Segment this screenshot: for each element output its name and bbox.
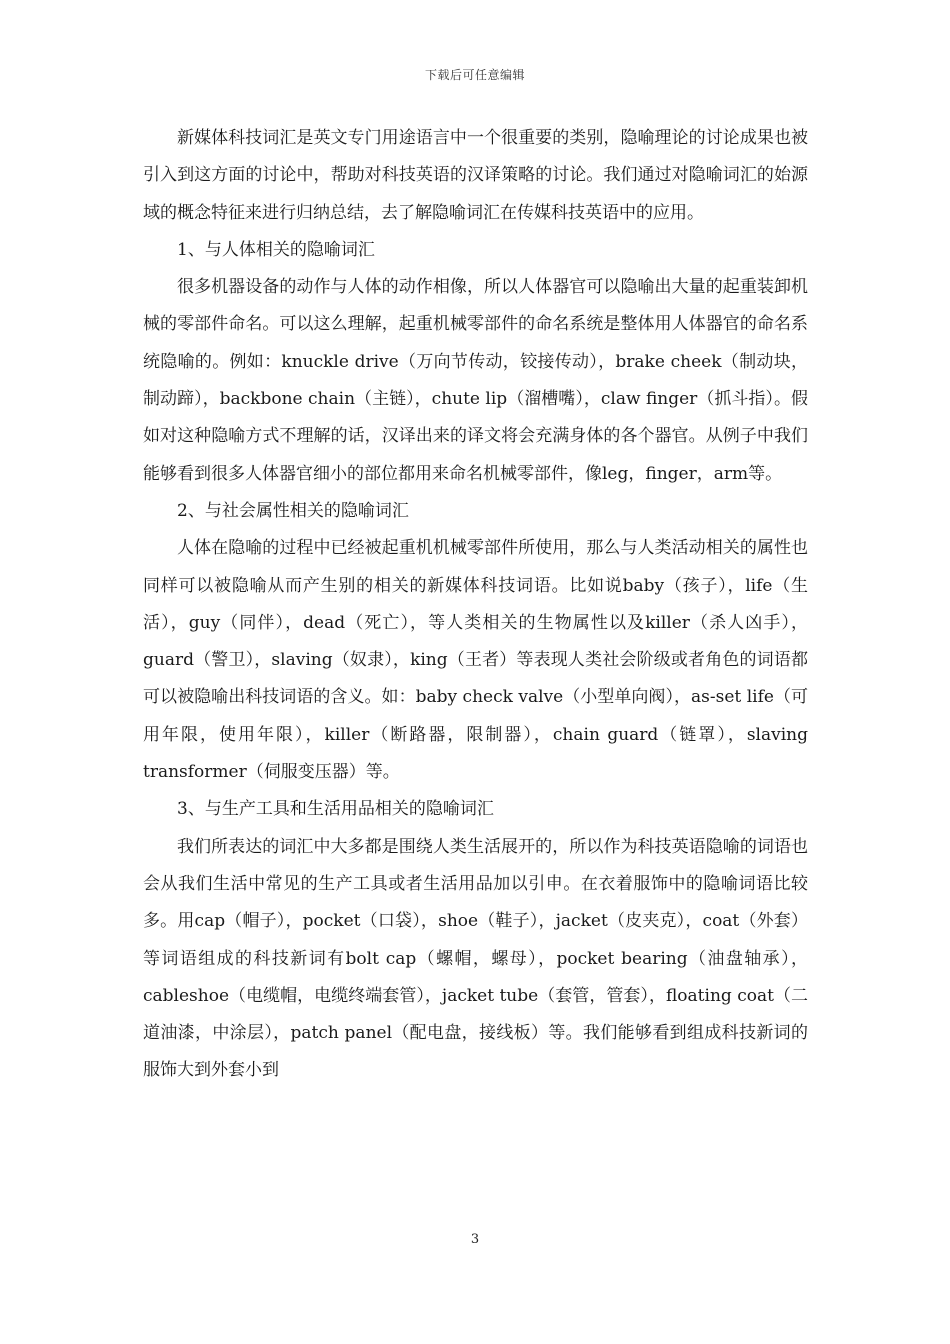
page-header: 下载后可任意编辑 bbox=[424, 68, 525, 82]
section-2-paragraph: 人体在隐喻的过程中已经被起重机机械零部件所使用，那么与人类活动相关的属性也同样可以被隐喻从而产生别的相关的新媒体科技词语。比如说baby（孩子），life（生活），guy（同伴），dead（死亡），等人类相关的生物属性以及killer（杀人凶手），guard（警卫），slaving（奴隶），king（王者）等表现人类社会阶级或者角色的词语都可以被隐喻出科技词语的含义。如：baby check valve（小型单向阀），as-set life（可用年限，使用年限），killer（断路器，限制器），chain guard（链罩），slaving transformer（伺服变压器）等。 bbox=[143, 538, 808, 783]
section-heading-3: 3、与生产工具和生活用品相关的隐喻词汇 bbox=[177, 799, 494, 820]
section-3-paragraph: 我们所表达的词汇中大多都是围绕人类生活展开的，所以作为科技英语隐喻的词语也会从我们生活中常见的生产工具或者生活用品加以引申。在衣着服饰中的隐喻词语比较多。用cap（帽子），pocket（口袋），shoe（鞋子），jacket（皮夹克），coat（外套）等词语组成的科技新词有bolt cap（螺帽，螺母），pocket bearing（油盘轴承），cableshoe（电缆帽，电缆终端套管），jacket tube（套管，管套），floating coat（二道油漆，中涂层），patch panel（配电盘，接线板）等。我们能够看到组成科技新词的服饰大到外套小到 bbox=[143, 836, 808, 1081]
page-body bbox=[143, 120, 808, 1090]
section-heading-1: 1、与人体相关的隐喻词汇 bbox=[177, 239, 375, 260]
section-heading-2: 2、与社会属性相关的隐喻词汇 bbox=[177, 500, 409, 521]
page-number: 3 bbox=[470, 1232, 480, 1247]
section-1-paragraph: 很多机器设备的动作与人体的动作相像，所以人体器官可以隐喻出大量的起重装卸机械的零部件命名。可以这么理解，起重机械零部件的命名系统是整体用人体器官的命名系统隐喻的。例如：knuckle drive（万向节传动，铰接传动），brake cheek（制动块，制动蹄），backbone chain（主链），chute lip（溜槽嘴），claw finger（抓斗指）。假如对这种隐喻方式不理解的话，汉译出来的译文将会充满身体的各个器官。从例子中我们能够看到很多人体器官细小的部位都用来命名机械零部件，像leg，finger，arm等。 bbox=[143, 277, 808, 484]
intro-paragraph: 新媒体科技词汇是英文专门用途语言中一个很重要的类别，隐喻理论的讨论成果也被引入到这方面的讨论中，帮助对科技英语的汉译策略的讨论。我们通过对隐喻词汇的始源域的概念特征来进行归纳总结，去了解隐喻词汇在传媒科技英语中的应用。 bbox=[143, 128, 808, 223]
